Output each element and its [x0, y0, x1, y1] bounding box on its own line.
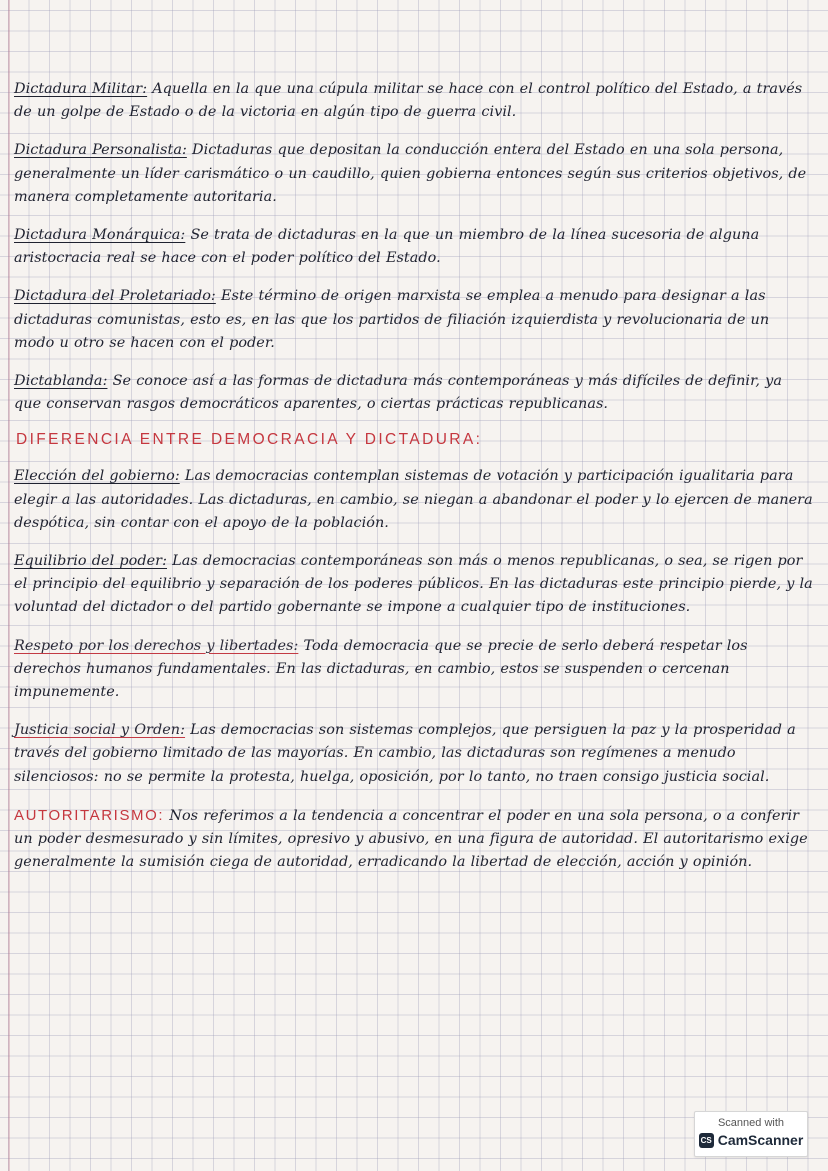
term-dictadura-personalista: Dictadura Personalista: [14, 142, 187, 159]
difference-text: Las democracias contemporáneas son más o menos republicanas, o sea, se rigen por el principio del equilibrio y separación de los poderes públicos. En las dictaduras este principio pierde, y la voluntad del dictador o del partido gobernante se impone a cualquier tipo de instituciones. [14, 553, 813, 616]
definition-text: Nos referimos a la tendencia a concentrar el poder en una sola persona, o a conferir un poder desmesurado y sin límites, opresivo y abusivo, en una figura de autoridad. El autoritarismo exige generalmente la sumisión ciega de autoridad, erradicando la libertad de elección, acción y opinión. [14, 807, 808, 871]
term-eleccion-gobierno: Elección del gobierno: [14, 468, 180, 485]
section-title-diferencia: DIFERENCIA ENTRE DEMOCRACIA Y DICTADURA: [16, 431, 483, 449]
difference-text: Las democracias contemplan sistemas de votación y participación igualitaria para elegir a las autoridades. Las dictaduras, en cambio, se niegan a abandonar el poder y lo ejercen de manera despótica, sin contar con el apoyo de la población. [14, 468, 813, 531]
term-justicia-social: Justicia social y Orden: [14, 722, 186, 739]
notebook-page [14, 78, 814, 889]
watermark-brand: CamScanner [717, 1132, 804, 1148]
definition-autoritarismo [14, 804, 814, 875]
watermark-brand-row [695, 1132, 807, 1148]
camscanner-watermark [694, 1111, 808, 1157]
definition-text: Aquella en la que una cúpula militar se hace con el control político del Estado, a través de un golpe de Estado o de la victoria en algún tipo de guerra civil. [14, 81, 803, 121]
term-dictadura-monarquica: Dictadura Monárquica: [14, 227, 186, 244]
term-dictablanda: Dictablanda: [14, 373, 108, 390]
difference-respeto-derechos [14, 635, 814, 705]
difference-eleccion-gobierno [14, 465, 814, 535]
definition-text: Dictaduras que depositan la conducción entera del Estado en una sola persona, generalmente un líder carismático o un caudillo, quien gobierna entonces según sus criterios objetivos, de manera completamente autoritaria. [14, 142, 807, 205]
camscanner-logo-icon: CS [699, 1133, 714, 1148]
definition-dictadura-militar [14, 78, 814, 124]
definition-text: Se trata de dictaduras en la que un miembro de la línea sucesoria de alguna aristocracia real se hace con el poder político del Estado. [14, 227, 760, 267]
term-dictadura-proletariado: Dictadura del Proletariado: [14, 288, 216, 305]
term-dictadura-militar: Dictadura Militar: [14, 81, 148, 97]
definition-dictablanda [14, 370, 814, 416]
definition-dictadura-personalista [14, 139, 814, 209]
watermark-caption: Scanned with [717, 1117, 785, 1129]
difference-justicia-social [14, 719, 814, 789]
definition-dictadura-proletariado [14, 285, 814, 355]
page-margin-line [8, 0, 10, 1171]
term-respeto-derechos: Respeto por los derechos y libertades: [14, 637, 299, 654]
difference-text: Las democracias son sistemas complejos, que persiguen la paz y la prosperidad a través del gobierno limitado de las mayorías. En cambio, las dictaduras son regímenes a menudo silenciosos: no se permite la protesta, huelga, oposición, por lo tanto, no traen consigo justicia social. [14, 722, 796, 785]
definition-text: Este término de origen marxista se emplea a menudo para designar a las dictaduras comunistas, esto es, en las que los partidos de filiación izquierdista y revolucionaria de un modo u otro se hacen con el poder. [14, 288, 770, 351]
difference-equilibrio-poder [14, 550, 814, 620]
difference-text: Toda democracia que se precie de serlo deberá respetar los derechos humanos fundamentales. En las dictaduras, en cambio, estos se suspenden o cercenan impunemente. [14, 637, 748, 701]
term-equilibrio-poder: Equilibrio del poder: [14, 553, 168, 570]
term-autoritarismo: AUTORITARISMO: [14, 806, 165, 824]
definition-dictadura-monarquica [14, 224, 814, 270]
definition-text: Se conoce así a las formas de dictadura más contemporáneas y más difíciles de definir, ya que conservan rasgos democráticos aparentes, o ciertas prácticas republicanas. [14, 373, 782, 413]
